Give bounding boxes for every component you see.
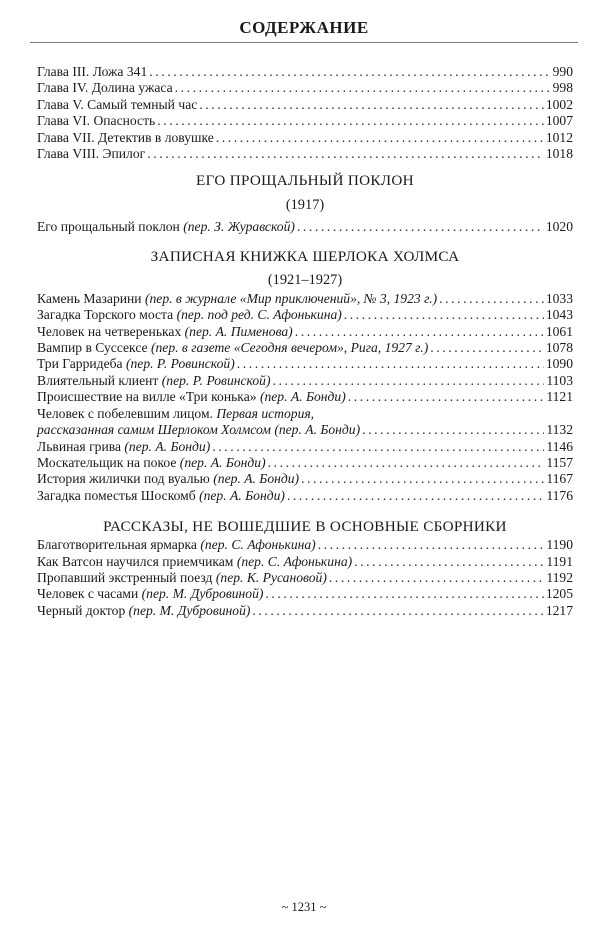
toc-entry-multiline[interactable] <box>37 406 573 439</box>
entry-title <box>37 537 316 553</box>
entry-page: 1007 <box>545 113 573 129</box>
entry-title: Глава V. Самый темный час <box>37 96 198 112</box>
story-title: Пропавший экстренный поезд <box>37 569 213 585</box>
dot-leader <box>212 439 544 455</box>
entry-page: 1090 <box>545 356 573 372</box>
entry-title-line2 <box>37 422 573 438</box>
translator-note: (пер. С. Афонькина) <box>200 537 316 553</box>
section-heading: ЗАПИСНАЯ КНИЖКА ШЕРЛОКА ХОЛМСА <box>150 247 460 265</box>
dot-leader <box>354 554 544 570</box>
entry-title: Глава IV. Долина ужаса <box>37 80 173 96</box>
page-title: СОДЕРЖАНИЕ <box>239 18 369 37</box>
entry-title: Глава III. Ложа 341 <box>37 64 148 79</box>
section-years: (1917) <box>285 197 325 214</box>
section-heading: ЕГО ПРОЩАЛЬНЫЙ ПОКЛОН <box>196 172 414 190</box>
entry-title <box>37 373 271 389</box>
story-title: Вампир в Суссексе <box>37 340 148 356</box>
entry-page: 1002 <box>545 96 573 112</box>
story-title: Человек на четвереньках <box>37 323 182 339</box>
entry-title <box>37 455 266 471</box>
translator-note: (пер. Р. Ровинской) <box>125 356 235 372</box>
toc-entry[interactable] <box>37 455 573 471</box>
dot-leader <box>268 455 545 471</box>
entry-page: 998 <box>552 80 573 96</box>
table-of-contents <box>37 64 573 619</box>
story-title: Черный доктор <box>37 602 126 618</box>
toc-entry[interactable] <box>37 219 573 235</box>
translator-note: (пер. в журнале «Мир приключений», № 3, 1923 г.) <box>144 290 438 306</box>
toc-entry[interactable] <box>37 113 573 129</box>
story-title: Камень Мазарини <box>37 290 142 306</box>
dot-leader <box>199 97 544 113</box>
entry-title <box>37 570 327 586</box>
entry-title <box>37 554 352 570</box>
dot-leader <box>147 146 544 162</box>
translator-note: (пер. А. Бонди) <box>199 487 285 503</box>
entry-title <box>37 439 210 455</box>
toc-section-his-last-bow <box>37 170 573 235</box>
entry-page: 1043 <box>545 307 573 323</box>
toc-entry[interactable] <box>37 80 573 96</box>
entry-title <box>37 488 285 504</box>
entry-title-line1 <box>37 406 573 422</box>
translator-note: (пер. З. Журавской) <box>183 219 295 235</box>
toc-section-uncollected <box>37 517 573 619</box>
entry-page: 1033 <box>545 290 573 306</box>
toc-entry[interactable] <box>37 146 573 162</box>
story-title: Три Гарридеба <box>37 356 123 372</box>
toc-entry[interactable] <box>37 471 573 487</box>
toc-entry[interactable] <box>37 488 573 504</box>
entry-page: 1191 <box>546 553 573 569</box>
translator-note: (пер. М. Дубровиной) <box>141 586 264 602</box>
entry-title <box>37 219 295 235</box>
translator-note: (пер. А. Пименова) <box>184 323 293 339</box>
section-heading: РАССКАЗЫ, НЕ ВОШЕДШИЕ В ОСНОВНЫЕ СБОРНИКИ <box>103 518 507 536</box>
entry-title <box>37 356 235 372</box>
translator-note: (пер. Р. Ровинской) <box>161 372 271 388</box>
dot-leader <box>287 488 544 504</box>
story-title: Человек с часами <box>37 586 139 602</box>
entry-page: 1132 <box>546 422 573 438</box>
entry-page: 1078 <box>545 340 573 356</box>
page-footer <box>0 900 608 915</box>
page-header <box>30 18 578 43</box>
section-years: (1921–1927) <box>267 271 343 288</box>
story-subtitle-cont: рассказанная самим Шерлоком Холмсом (пер. А. Бонди) <box>37 422 361 438</box>
translator-note: (пер. в газете «Сегодня вечером», Рига, 1927 г.) <box>150 340 429 356</box>
toc-section-casebook <box>37 246 573 504</box>
dot-leader <box>362 422 544 438</box>
entry-page: 1020 <box>545 219 573 235</box>
entry-page: 1205 <box>545 586 573 602</box>
entry-page: 1157 <box>546 454 573 470</box>
story-title: Благотворительная ярмарка <box>37 537 197 553</box>
toc-entry[interactable] <box>37 291 573 307</box>
entry-page: 990 <box>552 64 573 79</box>
dot-leader <box>265 586 543 602</box>
toc-entry[interactable] <box>37 324 573 340</box>
dot-leader <box>149 64 550 80</box>
translator-note: (пер. С. Афонькина) <box>236 553 353 569</box>
translator-note: (пер. А. Бонди) <box>259 389 346 405</box>
entry-page: 1167 <box>546 471 573 487</box>
translator-note: (пер. А. Бонди) <box>213 471 300 487</box>
entry-page: 1176 <box>546 487 573 503</box>
toc-entry[interactable] <box>37 373 573 389</box>
translator-note: (пер. А. Бонди) <box>124 438 211 454</box>
dot-leader <box>157 113 544 129</box>
story-title: Загадка Торского моста <box>37 307 174 323</box>
entry-title <box>37 603 250 619</box>
dot-leader <box>301 471 544 487</box>
dot-leader <box>297 219 544 235</box>
story-title: Происшествие на вилле «Три конька» <box>37 389 257 405</box>
dot-leader <box>318 537 545 553</box>
entry-title: Глава VI. Опасность <box>37 113 156 129</box>
translator-note: (пер. М. Дубровиной) <box>128 602 251 618</box>
story-title: Львиная грива <box>37 438 121 454</box>
toc-entry[interactable] <box>37 554 573 570</box>
dot-leader <box>430 340 544 356</box>
dot-leader <box>344 307 544 323</box>
translator-note: (пер. А. Бонди) <box>179 454 266 470</box>
dot-leader <box>348 389 545 405</box>
toc-entry[interactable] <box>37 603 573 619</box>
page-number: ~ 1231 ~ <box>281 900 327 914</box>
toc-entry[interactable] <box>37 389 573 405</box>
entry-page: 1018 <box>545 146 573 162</box>
story-title: Москательщик на покое <box>37 454 177 470</box>
toc-entry[interactable] <box>37 307 573 323</box>
entry-page: 1121 <box>546 389 573 405</box>
story-title: Человек с побелевшим лицом. <box>37 405 213 421</box>
entry-title <box>37 307 342 323</box>
entry-page: 1061 <box>545 323 573 339</box>
entry-page: 1103 <box>546 372 573 388</box>
dot-leader <box>175 80 551 96</box>
entry-title: Глава VIII. Эпилог <box>37 146 146 162</box>
dot-leader <box>329 570 544 586</box>
story-title: Влиятельный клиент <box>37 372 159 388</box>
entry-page: 1217 <box>545 602 573 618</box>
translator-note: (пер. под ред. С. Афонькина) <box>176 307 342 323</box>
toc-entry[interactable] <box>37 570 573 586</box>
dot-leader <box>295 324 544 340</box>
toc-entry[interactable] <box>37 64 573 80</box>
toc-entry[interactable] <box>37 537 573 553</box>
story-title: Загадка поместья Шоскомб <box>37 487 196 503</box>
entry-title <box>37 340 428 356</box>
entry-title <box>37 291 437 307</box>
entry-page: 1192 <box>546 569 573 585</box>
entry-page: 1190 <box>546 537 573 553</box>
toc-entry[interactable] <box>37 439 573 455</box>
toc-entry[interactable] <box>37 586 573 602</box>
entry-title <box>37 586 263 602</box>
dot-leader <box>252 603 543 619</box>
entry-page: 1012 <box>545 129 573 145</box>
story-title: История жилички под вуалью <box>37 471 210 487</box>
entry-title <box>37 324 293 340</box>
toc-entry[interactable] <box>37 130 573 146</box>
dot-leader <box>439 291 544 307</box>
dot-leader <box>273 373 545 389</box>
toc-section-chapters <box>37 64 573 162</box>
toc-entry[interactable] <box>37 356 573 372</box>
entry-page: 1146 <box>546 438 573 454</box>
dot-leader <box>237 356 544 372</box>
entry-title <box>37 471 299 487</box>
story-subtitle: Первая история, <box>216 405 315 421</box>
dot-leader <box>216 130 544 146</box>
story-title: Его прощальный поклон <box>37 219 180 235</box>
story-title: Как Ватсон научился приемчикам <box>37 553 234 569</box>
entry-title <box>37 389 346 405</box>
toc-entry[interactable] <box>37 97 573 113</box>
toc-entry[interactable] <box>37 340 573 356</box>
entry-title: Глава VII. Детектив в ловушке <box>37 129 214 145</box>
translator-note: (пер. К. Русановой) <box>215 569 327 585</box>
